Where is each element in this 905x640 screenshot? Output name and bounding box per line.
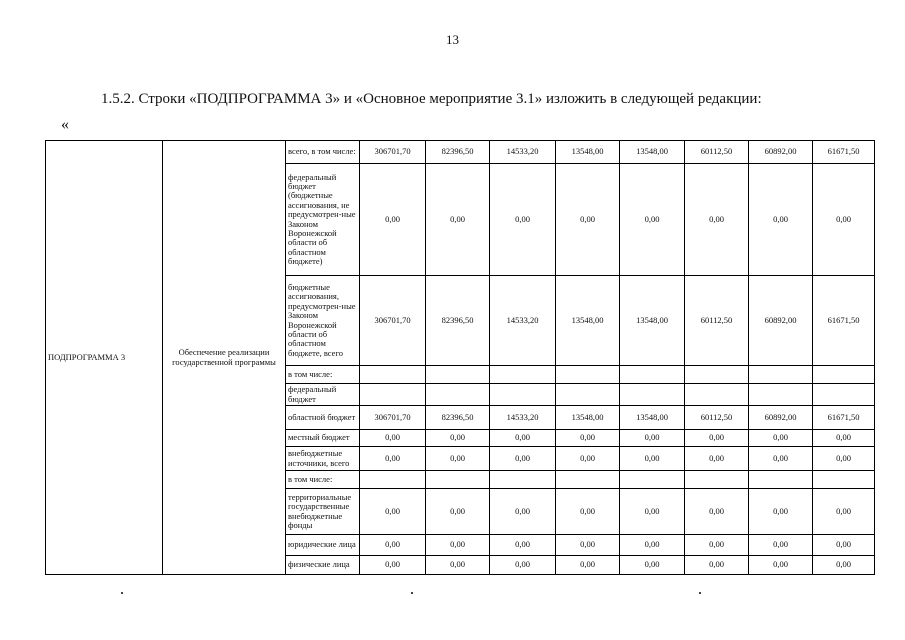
amount-cell: 0,00 — [620, 430, 685, 447]
amount-cell — [813, 384, 875, 406]
amount-cell: 0,00 — [556, 489, 620, 535]
program-name: ПОДПРОГРАММА 3 — [46, 141, 163, 575]
amount-cell: 0,00 — [556, 430, 620, 447]
amount-cell — [685, 384, 749, 406]
amount-cell: 13548,00 — [556, 141, 620, 164]
funding-source-label: внебюджетные источники, всего — [286, 447, 360, 471]
amount-cell — [749, 471, 813, 489]
amount-cell: 0,00 — [749, 447, 813, 471]
amount-cell: 60112,50 — [685, 276, 749, 366]
amount-cell: 13548,00 — [620, 141, 685, 164]
amount-cell: 0,00 — [685, 447, 749, 471]
funding-source-label: юридические лица — [286, 535, 360, 556]
amount-cell: 0,00 — [685, 430, 749, 447]
amount-cell: 82396,50 — [426, 141, 490, 164]
amount-cell — [813, 471, 875, 489]
amount-cell: 0,00 — [360, 556, 426, 575]
table-row — [46, 141, 875, 164]
amount-cell: 0,00 — [749, 164, 813, 276]
amount-cell — [620, 471, 685, 489]
amount-cell: 0,00 — [749, 556, 813, 575]
amount-cell: 60892,00 — [749, 276, 813, 366]
amount-cell — [360, 384, 426, 406]
funding-source-label: областной бюджет — [286, 406, 360, 430]
amount-cell: 13548,00 — [620, 276, 685, 366]
amount-cell: 60112,50 — [685, 141, 749, 164]
amount-cell: 0,00 — [360, 489, 426, 535]
amount-cell — [685, 471, 749, 489]
amount-cell: 0,00 — [490, 556, 556, 575]
amount-cell: 0,00 — [685, 556, 749, 575]
amount-cell: 14533,20 — [490, 406, 556, 430]
amount-cell: 14533,20 — [490, 276, 556, 366]
amount-cell: 0,00 — [426, 447, 490, 471]
amount-cell — [426, 366, 490, 384]
funding-source-label: федеральный бюджет (бюджетные ассигнования, не предусмотрен-ные Законом Воронежской области об областном бюджете) — [286, 164, 360, 276]
amount-cell: 306701,70 — [360, 141, 426, 164]
amount-cell: 0,00 — [813, 447, 875, 471]
amount-cell: 0,00 — [685, 535, 749, 556]
amount-cell — [426, 471, 490, 489]
amount-cell: 82396,50 — [426, 276, 490, 366]
amount-cell — [360, 471, 426, 489]
amount-cell: 0,00 — [556, 164, 620, 276]
amount-cell — [556, 384, 620, 406]
opening-quote: « — [61, 116, 69, 133]
amount-cell — [749, 366, 813, 384]
budget-table — [45, 140, 875, 575]
amount-cell: 14533,20 — [490, 141, 556, 164]
amount-cell: 0,00 — [685, 489, 749, 535]
amount-cell: 0,00 — [426, 430, 490, 447]
amount-cell: 0,00 — [490, 430, 556, 447]
amount-cell: 0,00 — [490, 535, 556, 556]
amount-cell: 0,00 — [620, 164, 685, 276]
amount-cell: 13548,00 — [620, 406, 685, 430]
amount-cell: 82396,50 — [426, 406, 490, 430]
funding-source-label: в том числе: — [286, 366, 360, 384]
amount-cell: 0,00 — [490, 164, 556, 276]
amount-cell — [620, 366, 685, 384]
amount-cell: 0,00 — [813, 164, 875, 276]
amount-cell — [490, 384, 556, 406]
amount-cell: 0,00 — [620, 447, 685, 471]
amount-cell: 0,00 — [426, 535, 490, 556]
funding-source-label: в том числе: — [286, 471, 360, 489]
amount-cell: 0,00 — [813, 535, 875, 556]
amount-cell: 0,00 — [360, 447, 426, 471]
amount-cell: 60892,00 — [749, 406, 813, 430]
amount-cell — [685, 366, 749, 384]
funding-source-label: физические лица — [286, 556, 360, 575]
amount-cell: 0,00 — [556, 535, 620, 556]
amount-cell: 0,00 — [426, 556, 490, 575]
funding-source-label: местный бюджет — [286, 430, 360, 447]
amount-cell: 0,00 — [813, 489, 875, 535]
amount-cell: 0,00 — [426, 164, 490, 276]
amount-cell — [426, 384, 490, 406]
amount-cell: 0,00 — [620, 489, 685, 535]
amount-cell: 61671,50 — [813, 141, 875, 164]
amount-cell: 0,00 — [556, 447, 620, 471]
program-description: Обеспечение реализации государственной программы — [163, 141, 286, 575]
amount-cell — [360, 366, 426, 384]
amendment-heading: 1.5.2. Строки «ПОДПРОГРАММА 3» и «Основное мероприятие 3.1» изложить в следующей редакции: — [101, 91, 762, 107]
amount-cell: 60112,50 — [685, 406, 749, 430]
funding-source-label: бюджетные ассигнования, предусмотрен-ные Законом Воронежской области об областном бюджете, всего — [286, 276, 360, 366]
amount-cell: 0,00 — [490, 447, 556, 471]
amount-cell — [490, 366, 556, 384]
amount-cell: 0,00 — [360, 430, 426, 447]
amount-cell — [749, 384, 813, 406]
amount-cell: 0,00 — [360, 164, 426, 276]
scan-marks — [0, 592, 905, 598]
amount-cell — [556, 471, 620, 489]
funding-source-label: федеральный бюджет — [286, 384, 360, 406]
funding-source-label: всего, в том числе: — [286, 141, 360, 164]
amount-cell: 60892,00 — [749, 141, 813, 164]
amount-cell: 0,00 — [620, 535, 685, 556]
amount-cell: 13548,00 — [556, 276, 620, 366]
amount-cell — [490, 471, 556, 489]
amount-cell — [556, 366, 620, 384]
amount-cell: 61671,50 — [813, 276, 875, 366]
funding-source-label: территориальные государственные внебюджетные фонды — [286, 489, 360, 535]
amount-cell: 306701,70 — [360, 406, 426, 430]
page-number: 13 — [446, 32, 459, 47]
amount-cell: 0,00 — [426, 489, 490, 535]
amount-cell: 0,00 — [813, 430, 875, 447]
amount-cell: 0,00 — [749, 489, 813, 535]
amount-cell: 61671,50 — [813, 406, 875, 430]
amount-cell: 0,00 — [490, 489, 556, 535]
amount-cell: 0,00 — [749, 430, 813, 447]
amount-cell: 0,00 — [749, 535, 813, 556]
amount-cell: 13548,00 — [556, 406, 620, 430]
amount-cell: 0,00 — [556, 556, 620, 575]
amount-cell: 0,00 — [360, 535, 426, 556]
amount-cell: 0,00 — [813, 556, 875, 575]
amount-cell: 0,00 — [620, 556, 685, 575]
amount-cell — [813, 366, 875, 384]
budget-table-body — [46, 141, 875, 575]
amount-cell: 306701,70 — [360, 276, 426, 366]
amount-cell: 0,00 — [685, 164, 749, 276]
amount-cell — [620, 384, 685, 406]
